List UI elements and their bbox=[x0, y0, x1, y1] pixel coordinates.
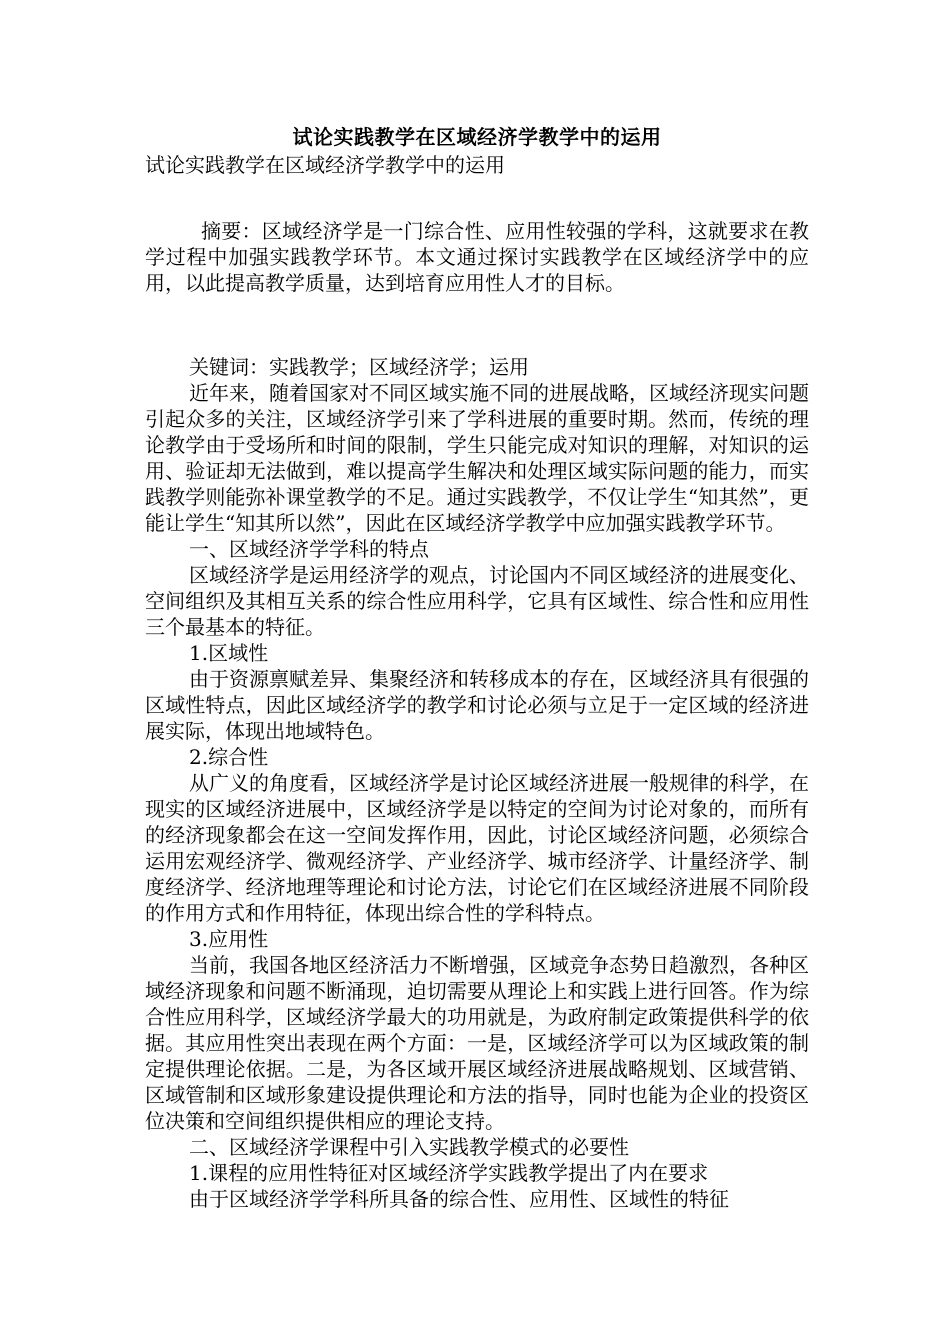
paragraph: 由于区域经济学学科所具备的综合性、应用性、区域性的特征 bbox=[189, 1187, 729, 1211]
keywords: 关键词：实践教学；区域经济学；运用 bbox=[189, 355, 529, 379]
subheading-regional: 1.区域性 bbox=[189, 641, 269, 665]
document-title: 试论实践教学在区域经济学教学中的运用 bbox=[292, 125, 662, 149]
subheading-applied: 3.应用性 bbox=[189, 927, 269, 951]
spacer bbox=[145, 178, 809, 218]
paragraph: 当前，我国各地区经济活力不断增强，区域竞争态势日趋激烈，各种区域经济现象和问题不断涌现，迫切需要从理论上和实践上进行回答。作为综合性应用科学，区域经济学最大的功用就是，为政府制定政策提供科学的依据。其应用性突出表现在两个方面：一是，区域经济学可以为区域政策的制定提供理论依据。二是，为各区域开展区域经济进展战略规划、区域营销、区域管制和区域形象建设提供理论和方法的指导，同时也能为企业的投资区位决策和空间组织提供相应的理论支持。 bbox=[145, 953, 809, 1133]
subheading: 1.课程的应用性特征对区域经济学实践教学提出了内在要求 bbox=[189, 1161, 709, 1185]
document-page bbox=[145, 122, 809, 1212]
section-heading-1: 一、区域经济学学科的特点 bbox=[189, 537, 429, 561]
section-heading-2: 二、区域经济学课程中引入实践教学模式的必要性 bbox=[189, 1135, 629, 1159]
paragraph-intro: 近年来，随着国家对不同区域实施不同的进展战略，区域经济现实问题引起众多的关注，区域经济学引来了学科进展的重要时期。然而，传统的理论教学由于受场所和时间的限制，学生只能完成对知识的理解，对知识的运用、验证却无法做到，难以提高学生解决和处理区域实际问题的能力，而实践教学则能弥补课堂教学的不足。通过实践教学，不仅让学生“知其然”，更能让学生“知其所以然”，因此在区域经济学教学中应加强实践教学环节。 bbox=[145, 381, 809, 535]
paragraph: 从广义的角度看，区域经济学是讨论区域经济进展一般规律的科学，在现实的区域经济进展中，区域经济学是以特定的空间为讨论对象的，而所有的经济现象都会在这一空间发挥作用，因此，讨论区域经济问题，必须综合运用宏观经济学、微观经济学、产业经济学、城市经济学、计量经济学、制度经济学、经济地理等理论和讨论方法，讨论它们在区域经济进展不同阶段的作用方式和作用特征，体现出综合性的学科特点。 bbox=[145, 771, 809, 925]
subheading-comprehensive: 2.综合性 bbox=[189, 745, 269, 769]
paragraph: 区域经济学是运用经济学的观点，讨论国内不同区域经济的进展变化、空间组织及其相互关系的综合性应用科学，它具有区域性、综合性和应用性三个最基本的特征。 bbox=[145, 563, 809, 639]
paragraph: 由于资源禀赋差异、集聚经济和转移成本的存在，区域经济具有很强的区域性特点，因此区域经济学的教学和讨论必须与立足于一定区域的经济进展实际，体现出地域特色。 bbox=[145, 667, 809, 743]
spacer bbox=[145, 296, 809, 354]
document-subtitle: 试论实践教学在区域经济学教学中的运用 bbox=[145, 153, 505, 177]
abstract: 摘要：区域经济学是一门综合性、应用性较强的学科，这就要求在教学过程中加强实践教学环节。本文通过探讨实践教学在区域经济学中的应用，以此提高教学质量，达到培育应用性人才的目标。 bbox=[145, 219, 809, 295]
